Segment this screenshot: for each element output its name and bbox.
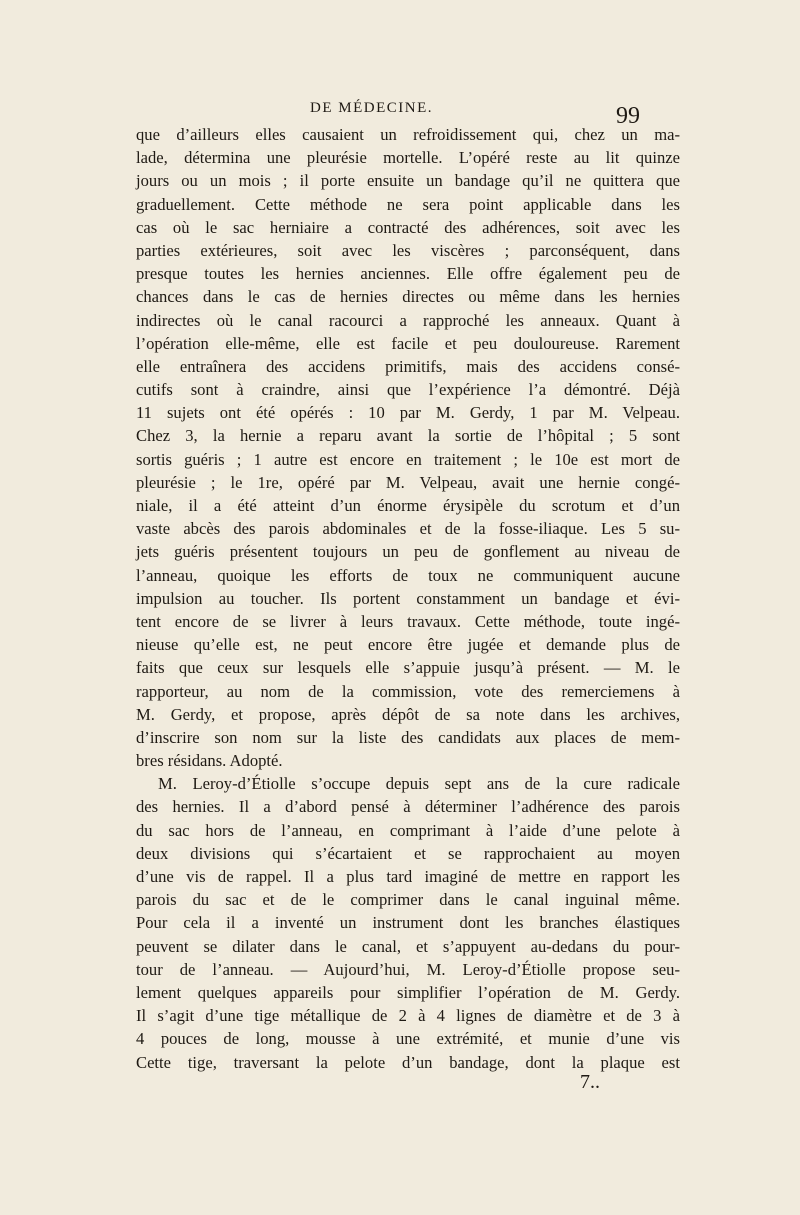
text-line: bres résidans. Adopté. [136, 751, 283, 771]
text-line: tent encore de se livrer à leurs travaux. Cette méthode, toute ingé- [136, 611, 680, 631]
text-line: cutifs sont à craindre, ainsi que l’expérience l’a démontré. Déjà [136, 380, 680, 400]
text-line: deux divisions qui s’écartaient et se rapprochaient au moyen [136, 843, 680, 863]
text-line: jours ou un mois ; il porte ensuite un bandage qu’il ne quittera que [136, 171, 680, 191]
text-line: vaste abcès des parois abdominales et de la fosse-iliaque. Les 5 su- [136, 519, 680, 539]
text-line: rapporteur, au nom de la commission, vote des remerciemens à [136, 681, 680, 701]
text-line: d’inscrire son nom sur la liste des candidats aux places de mem- [136, 727, 680, 747]
text-line: presque toutes les hernies anciennes. Elle offre également peu de [136, 264, 680, 284]
text-line: pleurésie ; le 1re, opéré par M. Velpeau, avait une hernie congé- [136, 472, 680, 492]
text-line: elle entraînera des accidens primitifs, mais des accidens consé- [136, 356, 680, 376]
text-line: Il s’agit d’une tige métallique de 2 à 4 lignes de diamètre et de 3 à [136, 1006, 680, 1026]
text-line: 11 sujets ont été opérés : 10 par M. Gerdy, 1 par M. Velpeau. [136, 403, 680, 423]
text-line: l’opération elle-même, elle est facile et peu douloureuse. Rarement [136, 333, 680, 353]
text-line: jets guéris présentent toujours un peu de gonflement au niveau de [136, 542, 680, 562]
text-line: Chez 3, la hernie a reparu avant la sortie de l’hôpital ; 5 sont [136, 426, 680, 446]
text-line: l’anneau, quoique les efforts de toux ne communiquent aucune [136, 565, 680, 585]
running-head: DE MÉDECINE. [310, 100, 433, 116]
text-line: que d’ailleurs elles causaient un refroidissement qui, chez un ma- [136, 125, 680, 144]
body-text [136, 123, 680, 1074]
text-line: 4 pouces de long, mousse à une extrémité, et munie d’une vis [136, 1029, 680, 1049]
page-number: 99 [616, 103, 640, 129]
text-line: parties extérieures, soit avec les viscères ; parconséquent, dans [136, 240, 680, 260]
text-line: faits que ceux sur lesquels elle s’appuie jusqu’à présent. — M. le [136, 658, 680, 678]
text-line: des hernies. Il a d’abord pensé à déterminer l’adhérence des parois [136, 797, 680, 817]
text-line: impulsion au toucher. Ils portent constamment un bandage et évi- [136, 588, 680, 608]
text-line: d’une vis de rappel. Il a plus tard imaginé de mettre en rapport les [136, 867, 680, 886]
text-line: cas où le sac herniaire a contracté des adhérences, soit avec les [136, 217, 680, 237]
text-line: parois du sac et de le comprimer dans le canal inguinal même. [136, 890, 680, 910]
text-line: M. Gerdy, et propose, après dépôt de sa note dans les archives, [136, 704, 680, 724]
text-line: Cette tige, traversant la pelote d’un bandage, dont la plaque est [136, 1052, 680, 1072]
text-line: chances dans le cas de hernies directes ou même dans les hernies [136, 287, 680, 307]
text-line: indirectes où le canal racourci a rapproché les anneaux. Quant à [136, 310, 680, 330]
text-line: tour de l’anneau. — Aujourd’hui, M. Leroy-d’Étiolle propose seu- [136, 959, 680, 979]
signature-mark: 7.. [580, 1071, 600, 1093]
text-line: graduellement. Cette méthode ne sera point applicable dans les [136, 194, 680, 214]
text-line: Pour cela il a inventé un instrument dont les branches élastiques [136, 913, 680, 933]
text-line: du sac hors de l’anneau, en comprimant à l’aide d’une pelote à [136, 820, 680, 840]
text-line: M. Leroy-d’Étiolle s’occupe depuis sept ans de la cure radicale [158, 774, 680, 794]
text-line: lade, détermina une pleurésie mortelle. L’opéré reste au lit quinze [136, 148, 680, 168]
text-line: peuvent se dilater dans le canal, et s’appuyent au-dedans du pour- [136, 936, 680, 956]
text-line: sortis guéris ; 1 autre est encore en traitement ; le 10e est mort de [136, 449, 680, 469]
text-line: lement quelques appareils pour simplifier l’opération de M. Gerdy. [136, 982, 680, 1002]
text-line: niale, il a été atteint d’un énorme érysipèle du scrotum et d’un [136, 496, 680, 515]
text-line: nieuse qu’elle est, ne peut encore être jugée et demande plus de [136, 635, 680, 655]
